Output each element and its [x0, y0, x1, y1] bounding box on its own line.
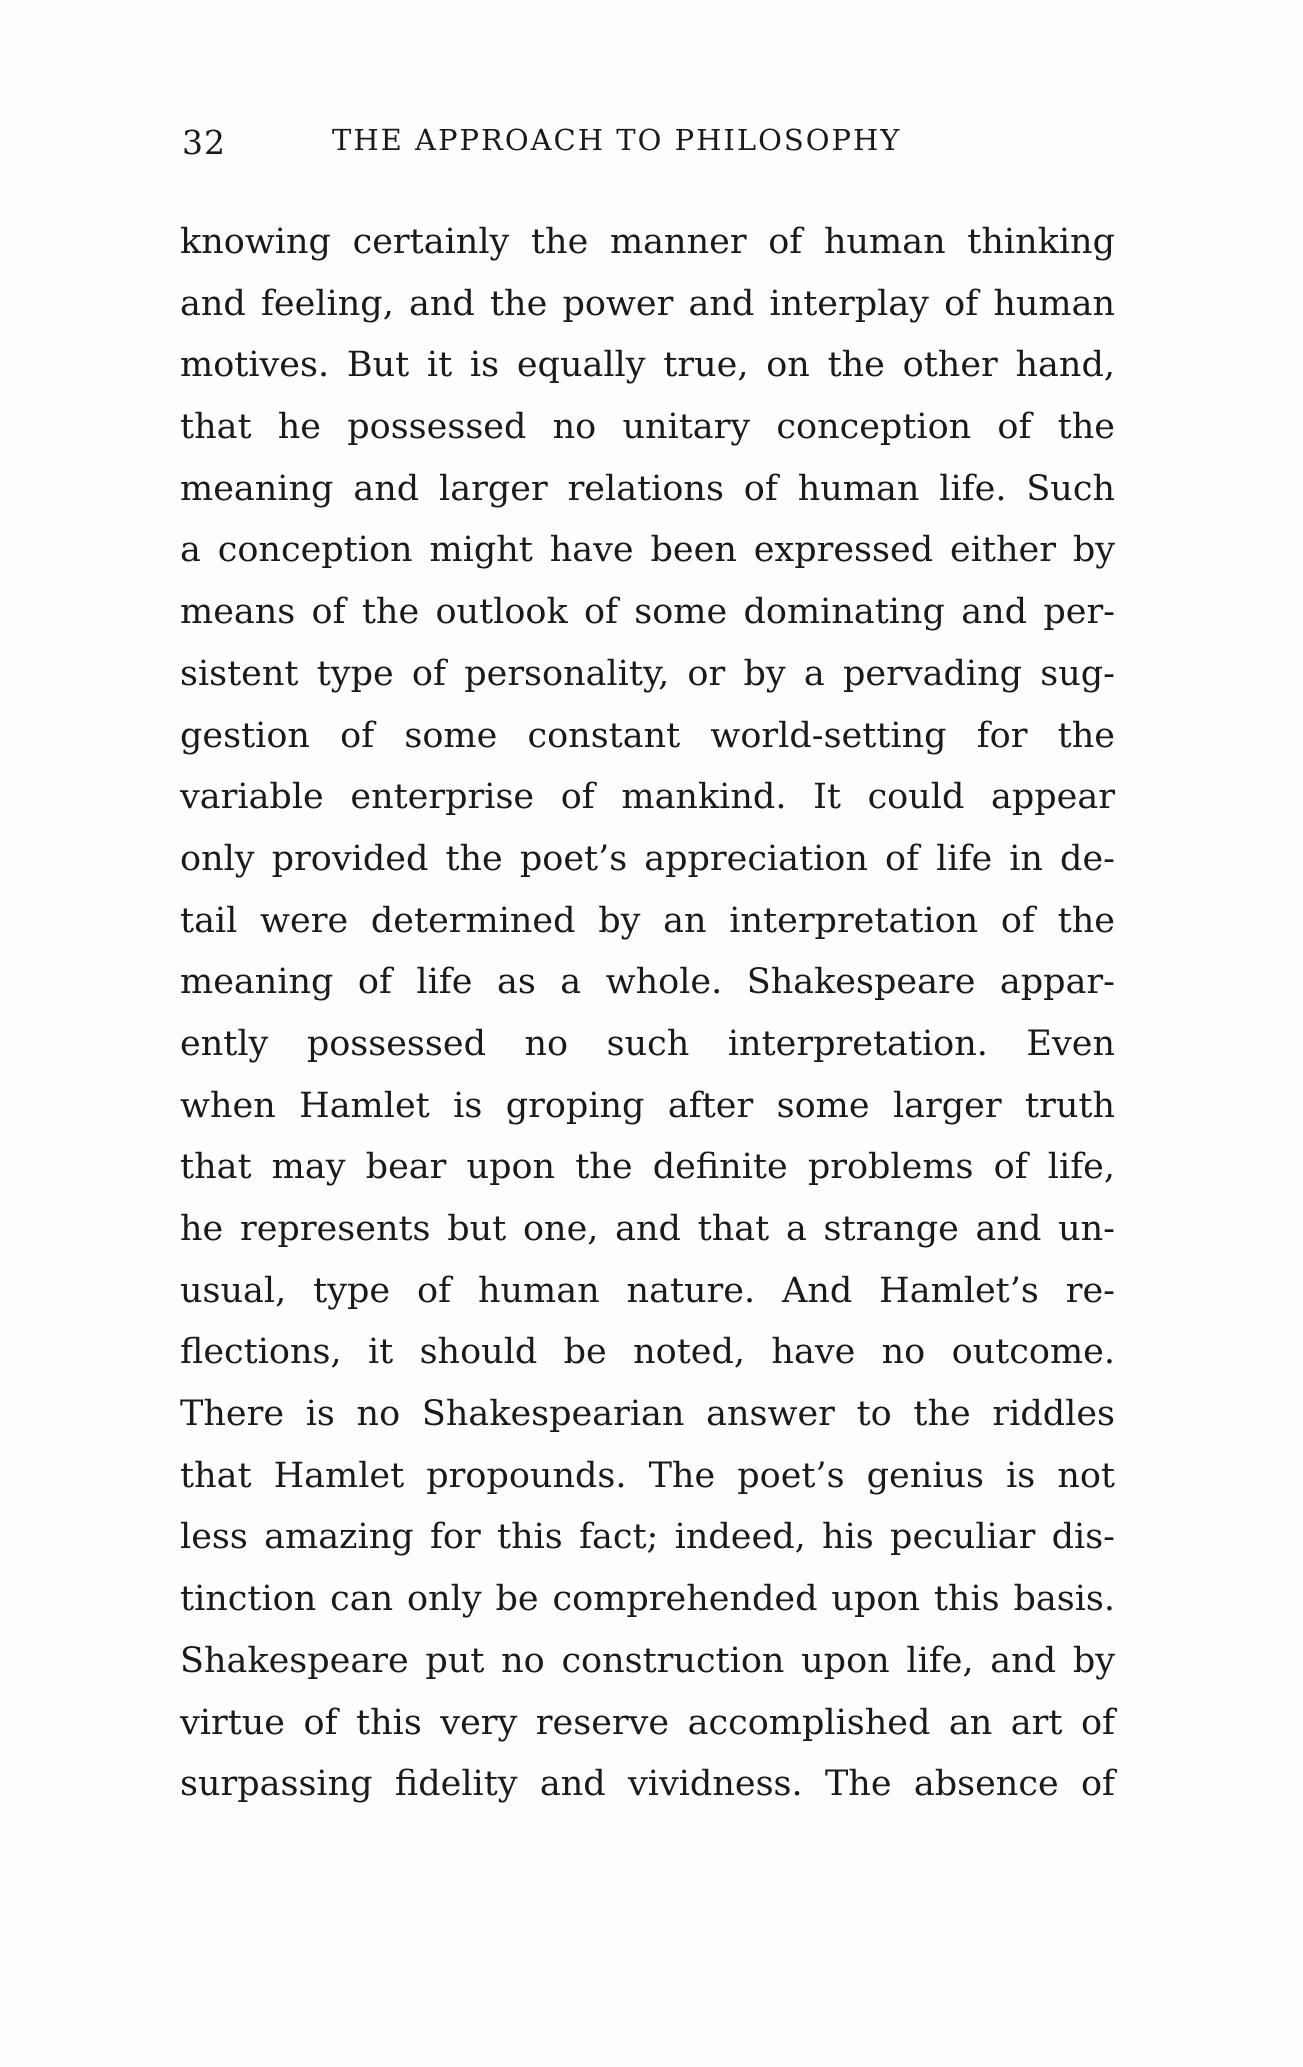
text-line: surpassing fidelity and vividness. The absence of [180, 1764, 1115, 1805]
text-line: less amazing for this fact; indeed, his peculiar dis- [180, 1517, 1115, 1558]
text-line: he represents but one, and that a strange and un- [180, 1209, 1115, 1249]
text-line: meaning and larger relations of human life. Such [180, 468, 1115, 509]
text-line: motives. But it is equally true, on the other hand, [180, 345, 1115, 386]
text-line: a conception might have been expressed either by [180, 530, 1115, 571]
text-line: and feeling, and the power and interplay of human [180, 283, 1115, 324]
text-line: There is no Shakespearian answer to the riddles [180, 1394, 1115, 1435]
text-line: that may bear upon the definite problems of life, [180, 1147, 1115, 1188]
text-line: tail were determined by an interpretation of the [180, 900, 1115, 941]
text-line: that Hamlet propounds. The poet’s genius is not [180, 1455, 1115, 1496]
text-line: only provided the poet’s appreciation of life in de- [180, 838, 1115, 879]
text-line: gestion of some constant world-setting for the [180, 715, 1115, 756]
text-line: ently possessed no such interpretation. Even [180, 1023, 1115, 1064]
body-text [180, 212, 1115, 1816]
text-line: tinction can only be comprehended upon this basis. [180, 1579, 1115, 1620]
text-line: when Hamlet is groping after some larger truth [180, 1085, 1115, 1126]
text-line: meaning of life as a whole. Shakespeare appar- [180, 962, 1115, 1003]
text-line: sistent type of personality, or by a pervading sug- [180, 653, 1115, 694]
text-line: variable enterprise of mankind. It could appear [180, 777, 1115, 818]
text-line: that he possessed no unitary conception of the [180, 407, 1115, 448]
text-line: virtue of this very reserve accomplished an art of [180, 1702, 1115, 1743]
text-line: flections, it should be noted, have no outcome. [180, 1332, 1115, 1373]
page-number: 32 [182, 123, 226, 162]
running-title: THE APPROACH TO PHILOSOPHY [332, 123, 902, 157]
running-head [182, 123, 1142, 173]
text-line: Shakespeare put no construction upon life, and by [180, 1640, 1115, 1681]
text-line: means of the outlook of some dominating and per- [180, 592, 1115, 633]
text-line: knowing certainly the manner of human thinking [180, 222, 1115, 262]
text-line: usual, type of human nature. And Hamlet’s re- [180, 1270, 1115, 1311]
